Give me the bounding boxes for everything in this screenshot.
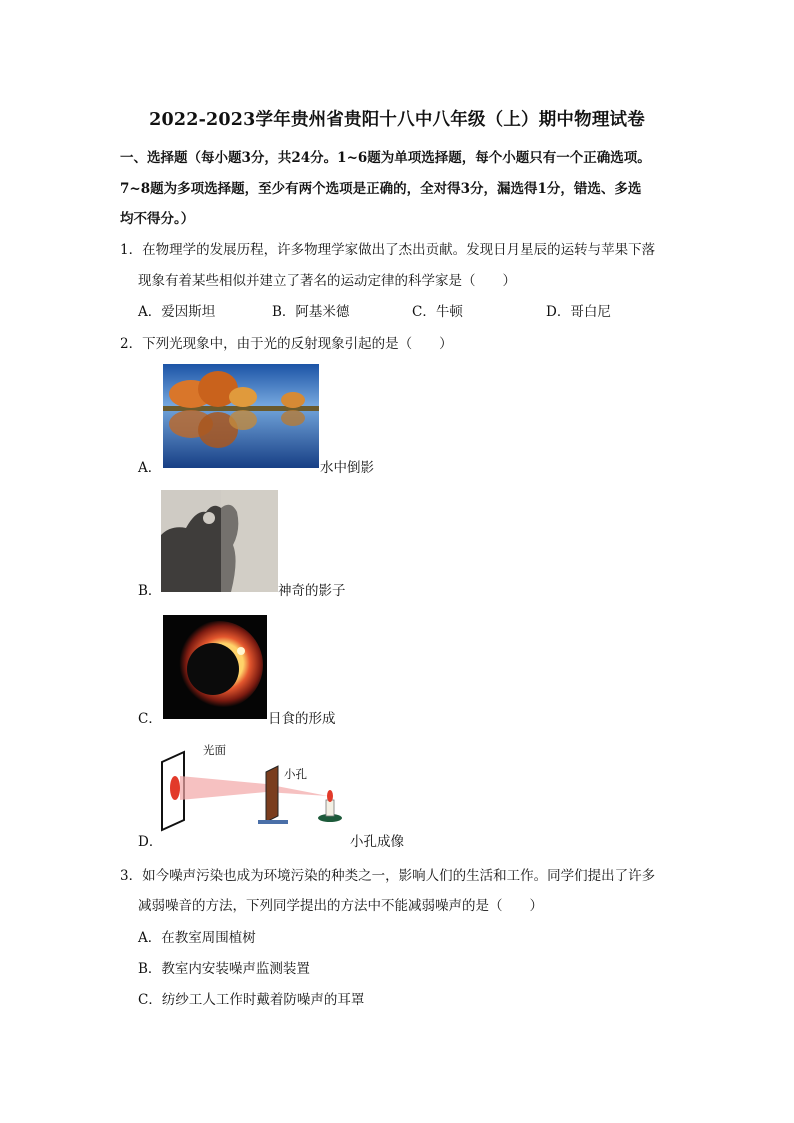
pinhole-diagram (158, 740, 348, 832)
q2-option-c-label[interactable]: C． (138, 711, 162, 727)
q2-stem: 2．下列光现象中，由于光的反射现象引起的是（ ） (120, 336, 453, 352)
q2-option-d-label[interactable]: D． (138, 834, 163, 850)
q2-option-a-label[interactable]: A． (138, 460, 162, 476)
q2-option-d-caption: 小孔成像 (350, 834, 404, 850)
q3-option-b[interactable]: B．教室内安装噪声监测装置 (138, 961, 310, 977)
section-instructions-line3: 均不得分。） (120, 211, 195, 227)
page-title: 2022-2023学年贵州省贵阳十八中八年级（上）期中物理试卷 (149, 110, 645, 130)
section-instructions-line2: 7~8题为多项选择题，至少有两个选项是正确的，全对得3分，漏选得1分，错选、多选 (120, 181, 642, 197)
reflection-photo (163, 364, 319, 468)
q2-option-c-caption: 日食的形成 (268, 711, 336, 727)
pinhole-label: 小孔 (284, 767, 307, 781)
eclipse-photo (163, 615, 267, 719)
q2-option-a-caption: 水中倒影 (320, 460, 374, 476)
q3-option-a[interactable]: A．在教室周围植树 (138, 930, 256, 946)
q1-option-a[interactable]: A．爱因斯坦 (138, 304, 216, 320)
q1-stem-line2: 现象有着某些相似并建立了著名的运动定律的科学家是（ ） (138, 273, 516, 289)
q1-option-c[interactable]: C．牛顿 (412, 304, 463, 320)
section-instructions-line1: 一、选择题（每小题3分，共24分。1~6题为单项选择题，每个小题只有一个正确选项。 (120, 150, 651, 166)
q2-option-b-label[interactable]: B． (138, 583, 162, 599)
shadow-photo (161, 490, 278, 592)
screen-label: 光面 (203, 743, 226, 757)
q1-stem-line1: 1．在物理学的发展历程，许多物理学家做出了杰出贡献。发现日月星辰的运转与苹果下落 (120, 242, 656, 258)
q1-option-b[interactable]: B．阿基米德 (272, 304, 350, 320)
q3-stem-line2: 减弱噪音的方法，下列同学提出的方法中不能减弱噪声的是（ ） (138, 898, 543, 914)
q1-option-d[interactable]: D．哥白尼 (546, 304, 611, 320)
q2-option-b-caption: 神奇的影子 (278, 583, 346, 599)
q3-option-c[interactable]: C．纺纱工人工作时戴着防噪声的耳罩 (138, 992, 365, 1008)
q3-stem-line1: 3．如今噪声污染也成为环境污染的种类之一，影响人们的生活和工作。同学们提出了许多 (120, 868, 656, 884)
